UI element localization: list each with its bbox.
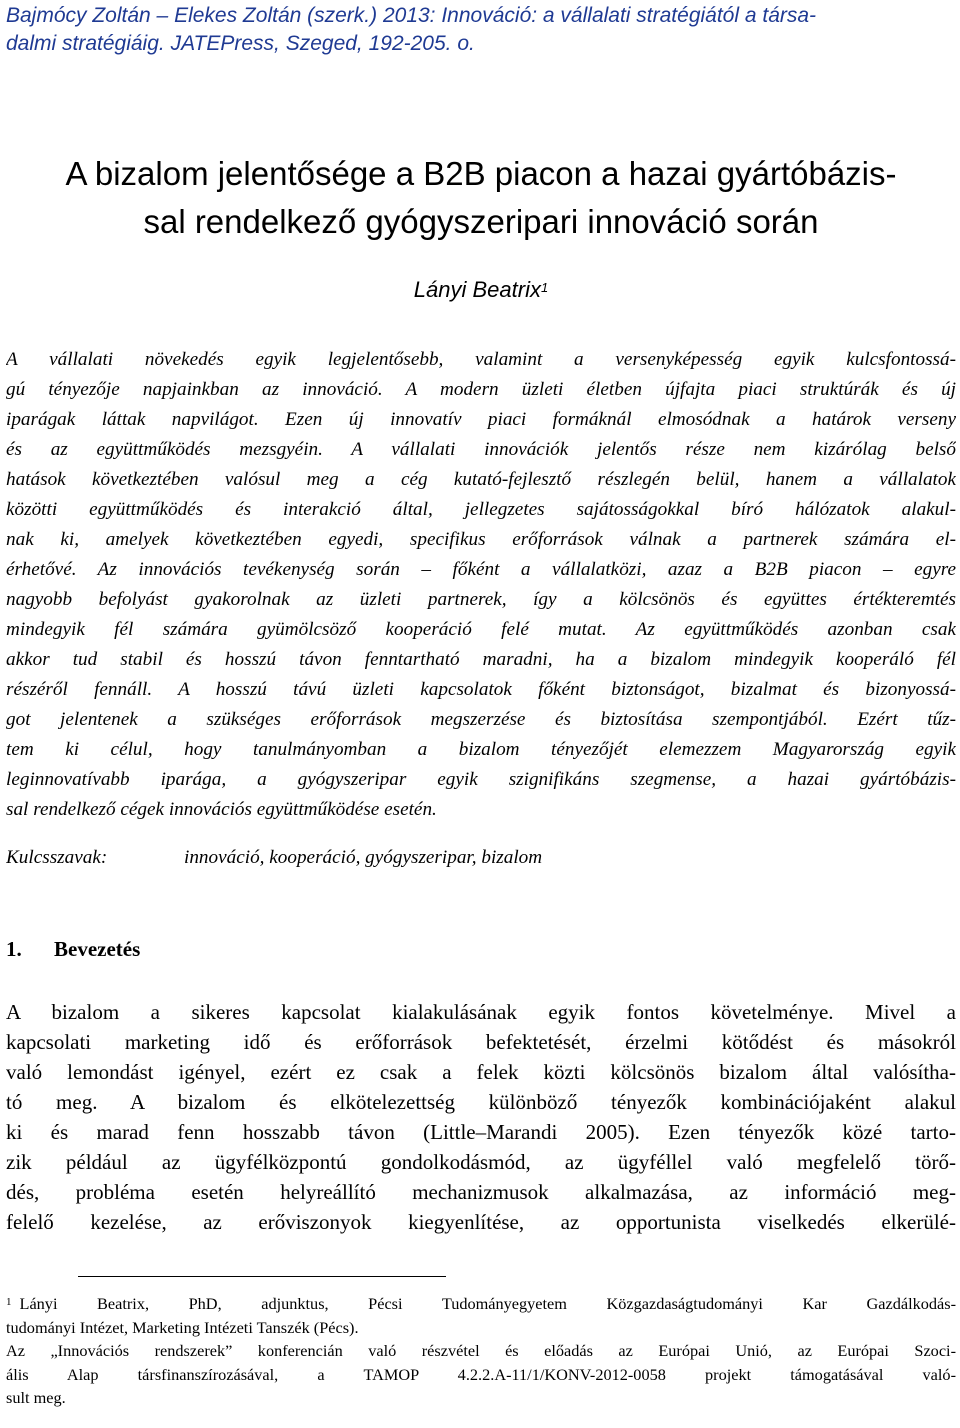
abstract-line: nak ki, amelyek következtében egyedi, specifikus erőforrások válnak a partnerek számára el- bbox=[6, 529, 956, 550]
author-name: Lányi Beatrix bbox=[413, 277, 541, 302]
body-line: dés, probléma esetén helyreállító mechanizmusok alkalmazása, az információ meg- bbox=[6, 1180, 956, 1204]
body-paragraph bbox=[6, 997, 956, 1237]
abstract-line: akkor tud stabil és hosszú távon fenntartható maradni, ha a bizalom mindegyik kooperáló fél bbox=[6, 649, 956, 670]
abstract-line: és az együttműködés mezsgyéin. A vállalati innovációk jelentős része nem kizárólag belső bbox=[6, 439, 956, 460]
footnote-separator bbox=[78, 1276, 446, 1277]
footnote-line: Az „Innovációs rendszerek” konferencián való részvétel és előadás az Európai Unió, az Európai Szoci- bbox=[6, 1341, 956, 1361]
abstract-line: nagyobb befolyást gyakorolnak az üzleti partnerek, így a kölcsönös és együttes értékteremtés bbox=[6, 589, 956, 610]
body-line: A bizalom a sikeres kapcsolat kialakulásának egyik fontos követelménye. Mivel a bbox=[6, 1000, 956, 1024]
abstract-line: közötti együttműködés és interakció által, jellegzetes sajátosságokkal bíró hálózatok alakul- bbox=[6, 499, 956, 520]
section-number: 1. bbox=[6, 937, 22, 961]
body-line: ki és marad fenn hosszabb távon (Little–Marandi 2005). Ezen tényezők közé tarto- bbox=[6, 1120, 956, 1144]
abstract-line: hatások következtében valósul meg a cég kutató-fejlesztő részlegén belül, hanem a vállalatok bbox=[6, 469, 956, 490]
body-line: kapcsolati marketing idő és erőforrások befektetését, érzelmi kötődést és másokról bbox=[6, 1030, 956, 1054]
footnotes bbox=[6, 1292, 956, 1410]
footnote-mark: 1 bbox=[6, 1296, 12, 1308]
keywords bbox=[6, 843, 956, 873]
section-heading bbox=[6, 934, 140, 964]
abstract-line: érhetővé. Az innovációs tevékenység során – főként a vállalatközi, azaz a B2B piacon – egyre bbox=[6, 559, 956, 580]
author-footnote-mark: 1 bbox=[540, 280, 549, 295]
abstract-line: gú tényezője napjainkban az innováció. A modern üzleti életben újfajta piaci struktúrák és új bbox=[6, 379, 956, 400]
paper-title-line: sal rendelkező gyógyszeripari innováció során bbox=[143, 203, 819, 240]
author-line bbox=[6, 275, 956, 305]
section-title: Bevezetés bbox=[54, 937, 141, 961]
footnote-line: sult meg. bbox=[6, 1388, 66, 1408]
keywords-label: Kulcsszavak: bbox=[6, 847, 108, 868]
body-line: tó meg. A bizalom és elkötelezettség különböző tényezők kombinációjaként alakul bbox=[6, 1090, 956, 1114]
paper-title bbox=[6, 150, 956, 246]
footnote-text: Lányi Beatrix, PhD, adjunktus, Pécsi Tudományegyetem Közgazdaságtudományi Kar Gazdálkodás- bbox=[19, 1294, 956, 1313]
body-line: felelő kezelése, az erőviszonyok kiegyenlítése, az opportunista viselkedés elkerülé- bbox=[6, 1210, 956, 1234]
abstract-line: tem ki célul, hogy tanulmányomban a bizalom tényezőjét elemezzem Magyarország egyik bbox=[6, 739, 956, 760]
body-line: zik például az ügyfélközpontú gondolkodásmód, az ügyféllel való megfelelő törő- bbox=[6, 1150, 956, 1174]
header-citation-line: dalmi stratégiáig. JATEPress, Szeged, 192-205. o. bbox=[6, 32, 475, 55]
paper-title-line: A bizalom jelentősége a B2B piacon a hazai gyártóbázis- bbox=[65, 155, 897, 192]
abstract-line: A vállalati növekedés egyik legjelentősebb, valamint a versenyképesség egyik kulcsfontossá- bbox=[6, 349, 956, 370]
footnote-line: ális Alap társfinanszírozásával, a TAMOP 4.2.2.A-11/1/KONV-2012-0058 projekt támogatásával való- bbox=[6, 1364, 956, 1384]
footnote-line bbox=[6, 1292, 956, 1316]
abstract-line: mindegyik fél számára gyümölcsöző kooperáció felé mutat. Az együttműködés azonban csak bbox=[6, 619, 956, 640]
abstract bbox=[6, 345, 956, 825]
header-citation bbox=[6, 2, 956, 58]
body-line: való lemondást igényel, ezért ez csak a felek közti kölcsönös bizalom által valósítha- bbox=[6, 1060, 956, 1084]
header-citation-line: Bajmócy Zoltán – Elekes Zoltán (szerk.) 2013: Innováció: a vállalati stratégiától a társa- bbox=[6, 4, 817, 27]
abstract-line: leginnovatívabb iparága, a gyógyszeripar egyik szignifikáns szegmense, a hazai gyártóbázis- bbox=[6, 769, 956, 790]
abstract-line: részéről fennáll. A hosszú távú üzleti kapcsolatok főként biztonságot, bizalmat és bizonyossá- bbox=[6, 679, 956, 700]
abstract-line: sal rendelkező cégek innovációs együttműködése esetén. bbox=[6, 799, 437, 820]
paper-page bbox=[6, 0, 956, 1428]
keywords-value: innováció, kooperáció, gyógyszeripar, bizalom bbox=[184, 847, 543, 868]
footnote-line: tudományi Intézet, Marketing Intézeti Tanszék (Pécs). bbox=[6, 1317, 359, 1337]
abstract-line: iparágak láttak napvilágot. Ezen új innovatív piaci formáknál elmosódnak a határok verseny bbox=[6, 409, 956, 430]
abstract-line: got jelentenek a szükséges erőforrások megszerzése és biztosítása szempontjából. Ezért tűz- bbox=[6, 709, 956, 730]
